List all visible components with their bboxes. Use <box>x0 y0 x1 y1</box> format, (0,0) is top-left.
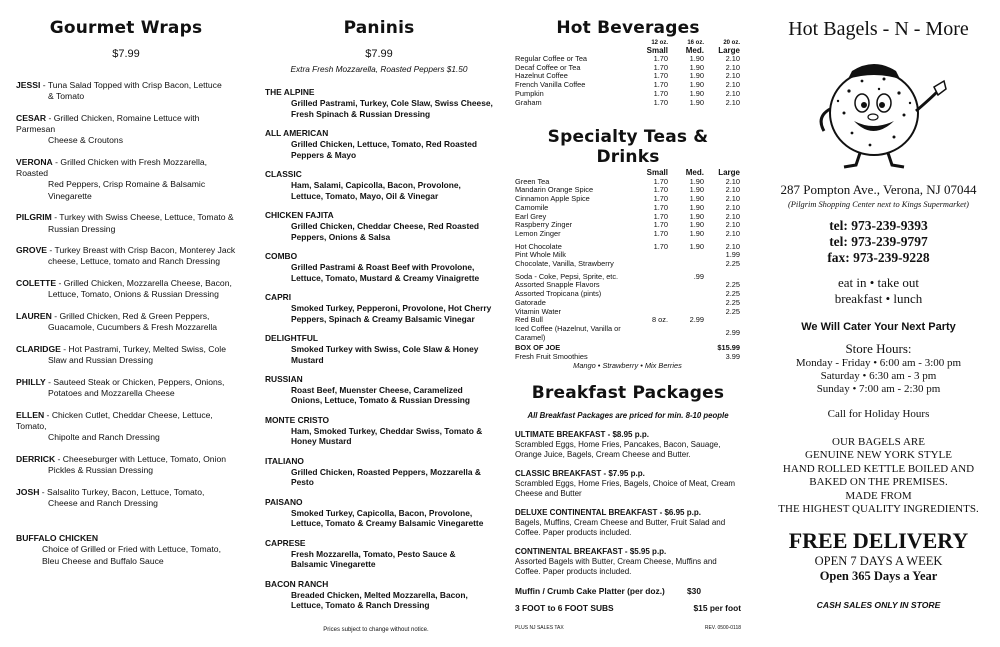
wrap-item <box>16 245 236 267</box>
breakfast-title: Breakfast Packages <box>531 383 725 404</box>
wrap-first-line <box>16 245 236 256</box>
price-large: 2.10 <box>725 185 740 195</box>
wrap-desc-first: Grilled Chicken, Red & Green Peppers, <box>59 311 210 322</box>
wrap-dash: - <box>55 453 63 464</box>
wrap-name: CESAR <box>16 112 47 123</box>
panini-item <box>265 415 493 447</box>
beverage-name: Hot Chocolate <box>515 241 562 251</box>
wrap-desc-rest: Slaw and Russian Dressing <box>48 355 154 366</box>
paninis-title: Paninis <box>343 18 415 38</box>
breakfast-name: ULTIMATE BREAKFAST - $8.95 p.p. <box>515 430 649 440</box>
price-med: 1.90 <box>689 176 704 186</box>
price-large: 2.25 <box>725 289 740 299</box>
wrap-name: LAUREN <box>16 311 52 322</box>
paninis-list <box>265 87 493 611</box>
panini-name: MONTE CRISTO <box>265 414 330 425</box>
panini-name: CHICKEN FAJITA <box>265 209 334 220</box>
panini-desc: Smoked Turkey, Capicolla, Bacon, Provolone, Lettuce, Tomato & Creamy Balsamic Vinegarette <box>291 507 484 529</box>
hours-sunday: Sunday • 7:00 am - 2:30 pm <box>816 383 941 395</box>
wrap-item <box>16 212 236 234</box>
wrap-item <box>16 311 236 333</box>
price-large: 2.25 <box>725 297 740 307</box>
hot-beverages-title: Hot Beverages <box>556 18 700 38</box>
price-footnote: Prices subject to change without notice. <box>323 627 429 633</box>
beverage-name: Pint Whole Milk <box>515 250 566 260</box>
beverage-name: Earl Grey <box>515 211 547 221</box>
wrap-dash: - <box>52 157 61 168</box>
breakfast-name: DELUXE CONTINENTAL BREAKFAST - $6.95 p.p. <box>515 508 701 518</box>
price-med: 1.90 <box>689 88 704 98</box>
beverage-name: Assorted Snapple Flavors <box>515 280 600 290</box>
breakfast-package <box>515 508 741 538</box>
beverage-row <box>515 195 740 204</box>
price-large: 2.99 <box>725 328 740 338</box>
wrap-dash: - <box>56 278 64 289</box>
box-name: BOX OF JOE <box>515 343 561 353</box>
bagel-line: OUR BAGELS ARE <box>832 436 925 448</box>
beverage-name: Lemon Zinger <box>515 228 561 238</box>
wrap-desc-first: Grilled Chicken with Fresh Mozzarella, Roasted <box>16 157 208 179</box>
beverage-name: Red Bull <box>515 315 543 325</box>
tax-note: PLUS NJ SALES TAX <box>515 625 564 631</box>
options-line-2: breakfast • lunch <box>834 291 923 306</box>
wrap-name: GROVE <box>16 245 48 256</box>
price-med <box>668 260 704 269</box>
price-large: 1.99 <box>725 250 740 260</box>
hot-beverages-table <box>515 40 740 107</box>
wrap-name: JOSH <box>16 486 40 497</box>
panini-desc: Roast Beef, Muenster Cheese, Caramelized Onions, Lettuce, Tomato & Russian Dressing <box>291 384 471 406</box>
breakfast-desc: Scrambled Eggs, Home Fries, Pancakes, Bacon, Sauage, Orange Juice, Bagels, Cream Cheese and Butter. <box>515 440 721 460</box>
tax-footer <box>515 625 741 631</box>
wrap-first-line <box>16 278 236 289</box>
panini-item <box>265 251 493 283</box>
price-large: 2.10 <box>725 88 740 98</box>
wrap-desc-first: Hot Pastrami, Turkey, Melted Swiss, Cole <box>68 343 226 354</box>
price-med: 1.90 <box>689 194 704 204</box>
beverage-row <box>515 230 740 239</box>
wrap-first-line <box>16 113 236 135</box>
beverages-column <box>505 0 745 647</box>
wrap-name: JESSI <box>16 80 41 90</box>
wraps-list <box>16 80 236 509</box>
bagel-line: THE HIGHEST QUALITY INGREDIENTS. <box>778 503 979 516</box>
breakfast-note: All Breakfast Packages are priced for min. 8-10 people <box>527 411 729 421</box>
panini-item <box>265 169 493 201</box>
bagel-blurb <box>763 436 994 516</box>
panini-item <box>265 292 493 324</box>
wraps-title: Gourmet Wraps <box>49 18 203 38</box>
beverage-name: Raspberry Zinger <box>515 220 573 230</box>
wrap-name: VERONA <box>16 157 53 168</box>
price-small: 1.70 <box>653 185 668 195</box>
panini-name: DELIGHTFUL <box>265 332 319 343</box>
panini-desc: Fresh Mozzarella, Tomato, Pesto Sauce & Balsamic Vinegarette <box>291 548 456 570</box>
wrap-desc-rest: Chipolte and Ranch Dressing <box>48 432 160 443</box>
price-small <box>632 273 668 282</box>
beverage-row <box>515 204 740 213</box>
price-small <box>632 260 668 269</box>
phone-1: tel: 973-239-9393 <box>829 218 928 233</box>
beverage-row <box>515 308 740 317</box>
wrap-item <box>16 377 236 399</box>
subs-price: $15 per foot <box>693 603 741 614</box>
price-small: 1.70 <box>653 194 668 204</box>
contact-block <box>763 218 994 266</box>
wrap-dash: - <box>45 376 54 387</box>
beverage-row <box>515 99 740 108</box>
bagel-line: HAND ROLLED KETTLE BOILED AND <box>782 462 975 475</box>
open-365-days: Open 365 Days a Year <box>819 569 938 584</box>
wrap-item <box>16 157 236 202</box>
price-med <box>668 299 704 308</box>
platter-line <box>515 586 741 596</box>
beverage-row <box>515 260 740 269</box>
wrap-desc-first: Sauteed Steak or Chicken, Peppers, Onions, <box>53 376 225 387</box>
wrap-desc-first: Grilled Chicken, Mozzarella Cheese, Bacon, <box>63 278 232 289</box>
buffalo-chicken-item <box>16 533 236 567</box>
beverage-name: Vitamin Water <box>515 306 561 316</box>
price-med: 1.90 <box>689 54 704 63</box>
subs-name: 3 FOOT to 6 FOOT SUBS <box>515 603 614 614</box>
price-med: 1.90 <box>689 202 704 212</box>
price-small <box>632 290 668 299</box>
wrap-desc-rest: Lettuce, Tomato, Onions & Russian Dressing <box>48 289 219 300</box>
wrap-dash: - <box>44 409 52 420</box>
panini-name: CAPRI <box>265 291 292 302</box>
fax-number: fax: 973-239-9228 <box>827 250 930 265</box>
wrap-name: ELLEN <box>16 409 45 420</box>
wrap-desc-rest: Guacamole, Cucumbers & Fresh Mozzarella <box>48 322 218 333</box>
oz-large: 20 oz. <box>723 40 740 46</box>
size-med: Med. <box>685 45 704 55</box>
price-small: 1.70 <box>653 62 668 72</box>
price-small: 8 oz. <box>651 315 668 325</box>
beverage-row <box>515 81 740 90</box>
wrap-name: CLARIDGE <box>16 343 61 354</box>
smoothie-flavors: Mango • Strawberry • Mix Berries <box>573 361 682 371</box>
wrap-desc-rest: Potatoes and Mozzarella Cheese <box>48 388 175 399</box>
wrap-item <box>16 113 236 147</box>
price-med <box>668 325 704 342</box>
price-large: 2.10 <box>725 62 740 72</box>
store-name: Hot Bagels - N - More <box>788 18 969 40</box>
price-small: 1.70 <box>653 80 668 90</box>
price-small: 1.70 <box>653 220 668 230</box>
hours-saturday: Saturday • 6:30 am - 3 pm <box>820 370 937 382</box>
panini-desc: Smoked Turkey with Swiss, Cole Slaw & Honey Mustard <box>291 343 479 365</box>
wrap-first-line <box>16 454 236 465</box>
price-large: 2.10 <box>725 97 740 107</box>
beverage-name: Soda - Coke, Pepsi, Sprite, etc. <box>515 271 619 281</box>
wrap-desc-first: Tuna Salad Topped with Crisp Bacon, Lettuce <box>47 80 222 90</box>
price-med <box>668 290 704 299</box>
price-med: 1.90 <box>689 97 704 107</box>
platter-price: $30 <box>687 586 701 597</box>
wrap-desc-first: Salsalito Turkey, Bacon, Lettuce, Tomato, <box>47 486 205 497</box>
rev-note: REV. 0500-0118 <box>704 625 741 631</box>
wrap-dash: - <box>47 245 55 256</box>
panini-desc: Grilled Chicken, Cheddar Cheese, Red Roasted Peppers, Onions & Salsa <box>291 220 480 242</box>
breakfast-list <box>515 430 741 577</box>
panini-item <box>265 538 493 570</box>
panini-item <box>265 374 493 406</box>
wraps-price: $7.99 <box>112 48 140 60</box>
price-small: 1.70 <box>653 71 668 81</box>
price-small: 1.70 <box>653 176 668 186</box>
price-large: 2.25 <box>725 259 740 269</box>
price-small: 1.70 <box>653 202 668 212</box>
panini-name: COMBO <box>265 250 298 261</box>
wrap-desc-first: Chicken Cutlet, Cheddar Cheese, Lettuce, Tomato, <box>16 409 213 431</box>
platter-name: Muffin / Crumb Cake Platter (per doz.) <box>515 586 665 597</box>
price-large: 2.10 <box>725 54 740 63</box>
paninis-price: $7.99 <box>365 48 393 60</box>
wrap-desc-rest: & Tomato <box>48 91 85 102</box>
wrap-first-line <box>16 487 236 498</box>
price-large: 2.10 <box>725 202 740 212</box>
paninis-note: Extra Fresh Mozzarella, Roasted Peppers $1.50 <box>290 64 468 74</box>
price-large: 2.10 <box>725 194 740 204</box>
price-small: 1.70 <box>653 241 668 251</box>
box-smoothie <box>515 343 740 370</box>
beverage-name: Graham <box>515 97 542 107</box>
wrap-desc-first: Cheeseburger with Lettuce, Tomato, Onion <box>62 453 227 464</box>
wrap-first-line <box>16 344 236 355</box>
breakfast-name: CLASSIC BREAKFAST - $7.95 p.p. <box>515 469 645 479</box>
box-of-joe <box>515 343 740 352</box>
price-small <box>632 299 668 308</box>
cash-only: CASH SALES ONLY IN STORE <box>816 600 941 611</box>
breakfast-desc: Assorted Bagels with Butter, Cream Cheese, Muffins and Coffee. Paper products included. <box>515 557 717 577</box>
panini-name: BACON RANCH <box>265 578 329 589</box>
spec-size-large: Large <box>718 168 740 178</box>
phone-2: tel: 973-239-9797 <box>829 234 928 249</box>
wrap-first-line <box>16 311 236 322</box>
wrap-desc-rest: Cheese and Ranch Dressing <box>48 497 158 508</box>
breakfast-name: CONTINENTAL BREAKFAST - $5.95 p.p. <box>515 547 667 557</box>
subs-line <box>515 603 741 613</box>
cater-line: We Will Cater Your Next Party <box>801 321 956 333</box>
wrap-first-line <box>16 410 236 432</box>
bagel-line: GENUINE NEW YORK STYLE <box>805 449 952 462</box>
price-small: 1.70 <box>653 97 668 107</box>
panini-name: ALL AMERICAN <box>265 127 329 138</box>
wrap-dash: - <box>51 212 60 223</box>
smoothie-name: Fresh Fruit Smoothies <box>515 352 588 362</box>
wrap-first-line <box>16 157 236 179</box>
bagel-line: MADE FROM <box>845 489 912 502</box>
price-med: 1.90 <box>689 62 704 72</box>
panini-name: RUSSIAN <box>265 373 303 384</box>
panini-item <box>265 456 493 488</box>
wrap-item <box>16 410 236 444</box>
breakfast-package <box>515 469 741 499</box>
hours-title: Store Hours: <box>845 341 912 356</box>
wrap-name: DERRICK <box>16 453 56 464</box>
beverage-name: Green Tea <box>515 176 550 186</box>
price-med: 1.90 <box>689 228 704 238</box>
panini-item <box>265 497 493 529</box>
wrap-item <box>16 454 236 476</box>
panini-item <box>265 128 493 160</box>
breakfast-desc: Scrambled Eggs, Home Fries, Bagels, Choice of Meat, Cream Cheese and Butter <box>515 479 736 499</box>
beverage-row <box>515 90 740 99</box>
price-large: 2.10 <box>725 220 740 230</box>
panini-item <box>265 87 493 119</box>
price-small <box>632 251 668 260</box>
breakfast-package <box>515 430 741 460</box>
oz-med: 16 oz. <box>687 40 704 46</box>
panini-desc: Ham, Smoked Turkey, Cheddar Swiss, Tomato & Honey Mustard <box>291 425 483 447</box>
oz-small: 12 oz. <box>651 40 668 46</box>
price-small <box>632 325 668 342</box>
wrap-item <box>16 344 236 366</box>
price-large: 2.10 <box>725 80 740 90</box>
beverage-name: Gatorade <box>515 297 546 307</box>
price-med <box>668 281 704 290</box>
panini-name: ITALIANO <box>265 455 304 466</box>
price-large: 2.10 <box>725 241 740 251</box>
wrap-dash: - <box>46 112 54 123</box>
panini-desc: Breaded Chicken, Melted Mozzarella, Bacon, Lettuce, Tomato & Ranch Dressing <box>291 589 468 611</box>
wrap-item <box>16 278 236 300</box>
panini-name: THE ALPINE <box>265 87 315 97</box>
price-med: 1.90 <box>689 185 704 195</box>
price-large: 2.10 <box>725 71 740 81</box>
paninis-column <box>255 0 497 647</box>
buffalo-name: BUFFALO CHICKEN <box>16 533 99 544</box>
panini-desc: Grilled Chicken, Roasted Peppers, Mozzarella & Pesto <box>291 466 481 488</box>
breakfast-package <box>515 547 741 577</box>
wrap-item <box>16 80 236 102</box>
wraps-column <box>0 0 250 647</box>
panini-name: CLASSIC <box>265 168 302 179</box>
store-column <box>755 0 1000 647</box>
wrap-desc-rest: Cheese & Croutons <box>48 135 123 146</box>
size-large: Large <box>718 45 740 55</box>
price-large: 2.10 <box>725 211 740 221</box>
price-med: 1.90 <box>689 241 704 251</box>
size-small: Small <box>646 45 668 55</box>
spec-size-med: Med. <box>685 168 704 178</box>
price-large: 2.25 <box>725 280 740 290</box>
price-small: 1.70 <box>653 88 668 98</box>
beverage-name: Hazelnut Coffee <box>515 71 568 81</box>
panini-desc: Ham, Salami, Capicolla, Bacon, Provolone, Lettuce, Tomato, Mayo, Oil & Vinegar <box>291 179 461 201</box>
open-7-days: OPEN 7 DAYS A WEEK <box>814 554 943 569</box>
price-med: .99 <box>693 271 704 281</box>
panini-name: PAISANO <box>265 496 303 507</box>
specialty-table <box>515 169 740 342</box>
price-small: 1.70 <box>653 228 668 238</box>
price-med: 1.90 <box>689 220 704 230</box>
price-small: 1.70 <box>653 54 668 63</box>
price-large: 2.10 <box>725 176 740 186</box>
price-large <box>704 316 740 325</box>
free-delivery: FREE DELIVERY <box>788 528 969 554</box>
spec-size-small: Small <box>646 168 668 178</box>
wrap-desc-first: Turkey with Swiss Cheese, Lettuce, Tomato & <box>59 212 234 223</box>
beverage-row <box>515 290 740 299</box>
hours-list <box>763 357 994 396</box>
holiday-hours: Call for Holiday Hours <box>827 408 930 420</box>
beverage-name: French Vanilla Coffee <box>515 80 586 90</box>
beverage-name: Camomile <box>515 202 549 212</box>
beverage-row <box>515 325 740 342</box>
price-large: 2.25 <box>725 306 740 316</box>
wrap-first-line <box>16 212 236 223</box>
wrap-desc-rest: cheese, Lettuce, tomato and Ranch Dressing <box>48 256 220 267</box>
beverage-name: Assorted Tropicana (pints) <box>515 289 602 299</box>
wrap-item <box>16 487 236 509</box>
price-med: 1.90 <box>689 211 704 221</box>
box-price: $15.99 <box>717 343 740 353</box>
price-small <box>632 281 668 290</box>
service-options <box>763 275 994 307</box>
panini-item <box>265 333 493 365</box>
wrap-desc-first: Turkey Breast with Crisp Bacon, Monterey Jack <box>54 245 236 256</box>
store-address-note: (Pilgrim Shopping Center next to Kings Supermarket) <box>788 200 969 209</box>
bagel-line: BAKED ON THE PREMISES. <box>809 476 948 489</box>
price-med: 2.99 <box>689 315 704 325</box>
beverage-name: Regular Coffee or Tea <box>515 54 588 63</box>
wrap-name: PILGRIM <box>16 212 52 223</box>
hours-weekday: Monday - Friday • 6:00 am - 3:00 pm <box>795 357 962 369</box>
smoothies <box>515 352 740 361</box>
panini-desc: Grilled Pastrami & Roast Beef with Provolone, Lettuce, Tomato, Mustard & Creamy Vinaigrette <box>291 261 480 283</box>
options-line-1: eat in • take out <box>837 275 920 290</box>
store-address: 287 Pompton Ave., Verona, NJ 07044 <box>780 182 977 197</box>
price-small: 1.70 <box>653 211 668 221</box>
wrap-desc-rest: Russian Dressing <box>48 223 116 234</box>
beverage-name: Chocolate, Vanilla, Strawberry <box>515 259 614 269</box>
breakfast-desc: Bagels, Muffins, Cream Cheese and Butter, Fruit Salad and Coffee. Paper products included. <box>515 518 726 538</box>
wrap-dash: - <box>40 80 48 90</box>
smoothie-price: 3.99 <box>725 352 740 362</box>
panini-desc: Grilled Pastrami, Turkey, Cole Slaw, Swiss Cheese, Fresh Spinach & Russian Dressing <box>291 97 493 119</box>
price-med: 1.90 <box>689 71 704 81</box>
bagel-mascot-logo <box>804 51 954 171</box>
panini-desc: Smoked Turkey, Pepperoni, Provolone, Hot Cherry Peppers, Spinach & Creamy Balsamic Vinegar <box>291 302 492 324</box>
beverage-name: Cinnamon Apple Spice <box>515 194 590 204</box>
panini-item <box>265 210 493 242</box>
wrap-name: PHILLY <box>16 376 46 387</box>
panini-desc: Grilled Chicken, Lettuce, Tomato, Red Roasted Peppers & Mayo <box>291 138 477 160</box>
beverage-name: Iced Coffee (Hazelnut, Vanilla or Caramel) <box>515 323 621 342</box>
beverage-name: Decaf Coffee or Tea <box>515 62 581 72</box>
wrap-desc-rest: Red Peppers, Crisp Romaine & Balsamic Vinegarette <box>48 179 206 201</box>
price-large: 2.10 <box>725 228 740 238</box>
wrap-desc-rest: Pickles & Russian Dressing <box>48 465 154 476</box>
panini-name: CAPRESE <box>265 537 306 548</box>
wrap-first-line <box>16 80 236 91</box>
wrap-desc-first: Grilled Chicken, Romaine Lettuce with Parmesan <box>16 112 200 135</box>
price-med <box>668 251 704 260</box>
wrap-dash: - <box>51 311 60 322</box>
buffalo-desc: Choice of Grilled or Fried with Lettuce, Tomato, Bleu Cheese and Buffalo Sauce <box>42 544 221 566</box>
wrap-first-line <box>16 377 236 388</box>
wrap-name: COLETTE <box>16 278 57 289</box>
beverage-name: Mandarin Orange Spice <box>515 185 594 195</box>
panini-item <box>265 579 493 611</box>
wrap-dash: - <box>60 343 69 354</box>
beverage-name: Pumpkin <box>515 88 544 98</box>
price-med: 1.90 <box>689 80 704 90</box>
wrap-dash: - <box>39 486 48 497</box>
specialty-title: Specialty Teas & Drinks <box>547 127 709 168</box>
